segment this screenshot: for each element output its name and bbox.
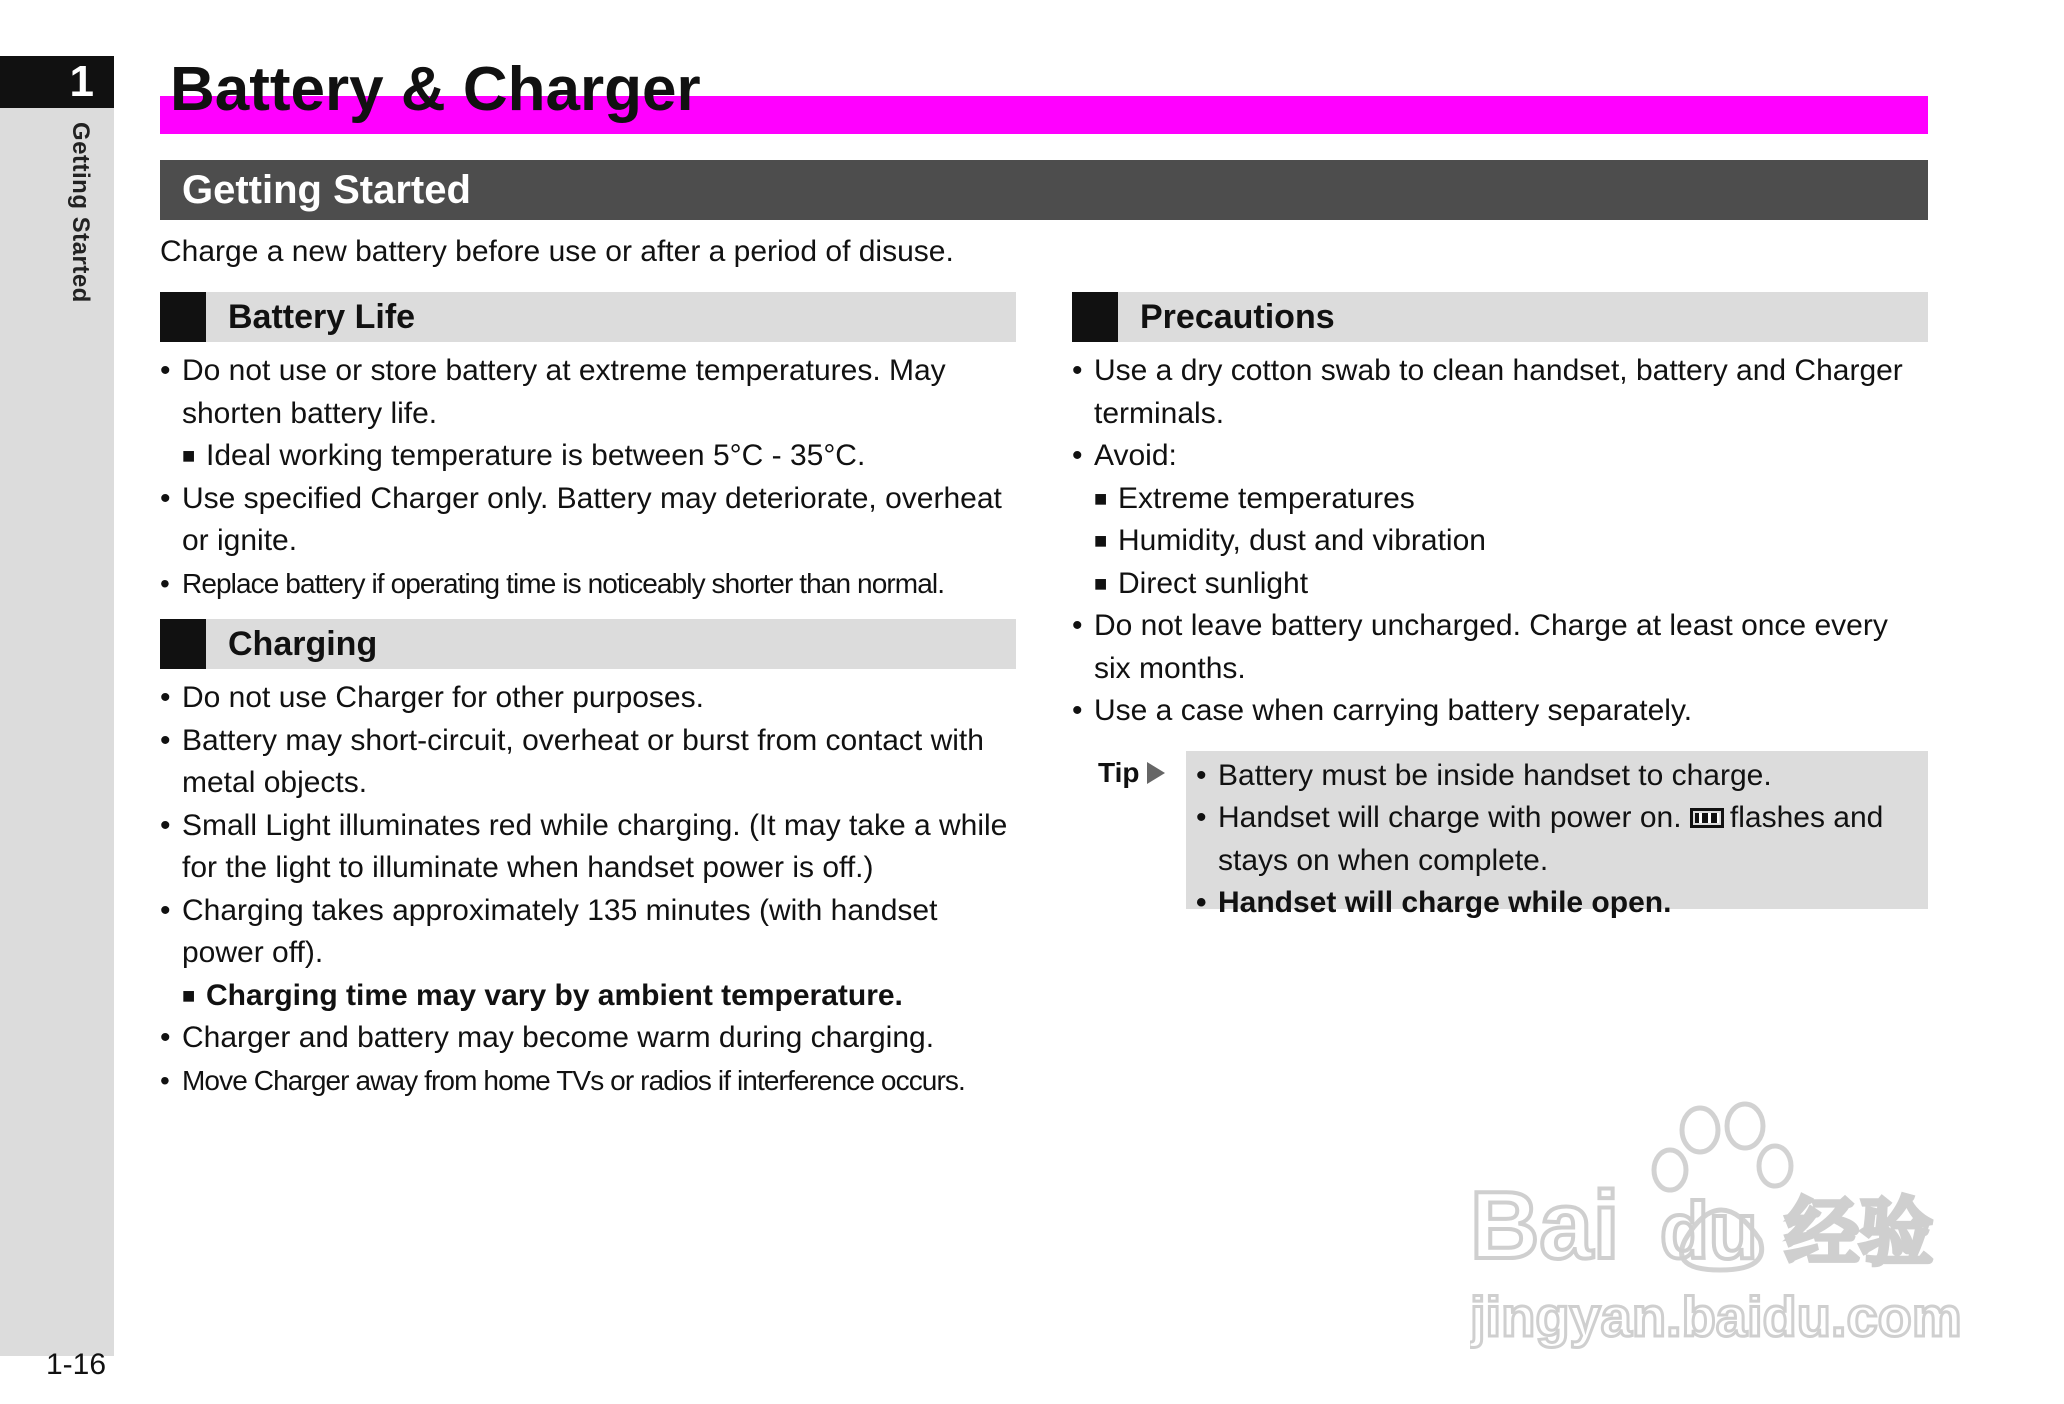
item-text: flashes and stays on when complete. bbox=[1218, 801, 1884, 877]
side-strip bbox=[0, 56, 114, 1356]
heading-label: Charging bbox=[228, 624, 378, 663]
bullet: • bbox=[160, 354, 171, 387]
list-item bbox=[160, 805, 1016, 890]
list-item bbox=[160, 677, 1016, 720]
bullet: • bbox=[160, 1064, 169, 1096]
battery-life-heading bbox=[160, 292, 1016, 342]
triangle-right-icon bbox=[1147, 762, 1165, 784]
item-text: Use a dry cotton swab to clean handset, battery and Charger terminals. bbox=[1094, 354, 1903, 430]
tip-label bbox=[1098, 757, 1165, 789]
square-bullet: ■ bbox=[182, 443, 196, 468]
bullet: • bbox=[160, 893, 171, 927]
item-text: Replace battery if operating time is noticeably shorter than normal. bbox=[182, 567, 945, 599]
tip-content bbox=[1186, 751, 1928, 919]
item-text: Handset will charge with power on. bbox=[1218, 801, 1682, 834]
item-text: Charger and battery may become warm during charging. bbox=[182, 1021, 935, 1054]
square-bullet: ■ bbox=[1094, 485, 1108, 511]
list-item bbox=[160, 563, 1016, 606]
bullet: • bbox=[1072, 354, 1083, 387]
tip-box bbox=[1072, 751, 1928, 919]
page-title: Battery & Charger bbox=[170, 55, 701, 124]
bullet: • bbox=[1196, 758, 1207, 792]
bullet: • bbox=[1196, 886, 1207, 919]
bullet: • bbox=[1072, 694, 1083, 727]
square-bullet: ■ bbox=[1094, 570, 1108, 596]
item-text: Move Charger away from home TVs or radios if interference occurs. bbox=[182, 1064, 965, 1096]
charging-list bbox=[160, 677, 1016, 1102]
section-title: Getting Started bbox=[160, 160, 1928, 220]
item-text: Battery may short-circuit, overheat or burst from contact with metal objects. bbox=[182, 723, 984, 799]
list-item bbox=[1072, 690, 1928, 733]
list-item bbox=[160, 350, 1016, 435]
list-item bbox=[160, 1017, 1016, 1060]
item-text: Extreme temperatures bbox=[1118, 481, 1415, 515]
heading-label: Precautions bbox=[1140, 297, 1335, 336]
chapter-number-badge: 1 bbox=[0, 56, 114, 108]
list-item bbox=[1072, 605, 1928, 690]
left-column bbox=[160, 292, 1016, 1102]
bullet: • bbox=[160, 481, 171, 515]
svg-text:jingyan.baidu.com: jingyan.baidu.com bbox=[1470, 1285, 1962, 1348]
chapter-label: Getting Started bbox=[67, 122, 94, 303]
list-item bbox=[160, 890, 1016, 975]
item-text: Direct sunlight bbox=[1118, 566, 1309, 600]
right-column bbox=[1072, 292, 1928, 919]
svg-text:Bai: Bai bbox=[1470, 1172, 1620, 1279]
item-text: Avoid: bbox=[1094, 439, 1177, 472]
item-text: Do not use Charger for other purposes. bbox=[182, 681, 704, 714]
precautions-list bbox=[1072, 350, 1928, 733]
item-text: Humidity, dust and vibration bbox=[1118, 524, 1486, 557]
page-number: 1-16 bbox=[46, 1348, 107, 1381]
charging-heading bbox=[160, 619, 1016, 669]
item-text: Small Light illuminates red while charging. (It may take a while for the light to illuminate when handset power is off.) bbox=[182, 808, 1008, 884]
bullet: • bbox=[1072, 439, 1083, 472]
svg-text:经验: 经验 bbox=[1785, 1190, 1933, 1276]
heading-marker bbox=[1072, 292, 1118, 342]
list-subitem bbox=[1072, 563, 1928, 606]
battery-icon bbox=[1690, 808, 1724, 828]
intro-text: Charge a new battery before use or after a period of disuse. bbox=[160, 235, 954, 268]
item-text: Charging time may vary by ambient temperature. bbox=[206, 978, 903, 1012]
list-subitem bbox=[1072, 478, 1928, 521]
list-subitem bbox=[1072, 520, 1928, 563]
list-item bbox=[1072, 435, 1928, 478]
square-bullet: ■ bbox=[1094, 528, 1108, 553]
bullet: • bbox=[1196, 801, 1207, 834]
list-item bbox=[160, 1060, 1016, 1103]
tip-list bbox=[1196, 755, 1918, 925]
bullet: • bbox=[1072, 609, 1083, 642]
precautions-heading bbox=[1072, 292, 1928, 342]
heading-marker bbox=[160, 619, 206, 669]
list-item bbox=[1072, 350, 1928, 435]
heading-label: Battery Life bbox=[228, 297, 416, 336]
item-text: Ideal working temperature is between 5°C - 35°C. bbox=[206, 439, 866, 472]
item-text: Charging takes approximately 135 minutes (with handset power off). bbox=[182, 893, 938, 969]
bullet: • bbox=[160, 1021, 171, 1054]
battery-life-list bbox=[160, 350, 1016, 605]
item-text: Do not use or store battery at extreme temperatures. May shorten battery life. bbox=[182, 354, 946, 430]
list-subitem bbox=[160, 435, 1016, 478]
bullet: • bbox=[160, 567, 169, 599]
list-item bbox=[160, 720, 1016, 805]
item-text: Use a case when carrying battery separately. bbox=[1094, 694, 1693, 727]
svg-text:du: du bbox=[1660, 1186, 1758, 1275]
item-text: Do not leave battery uncharged. Charge at least once every six months. bbox=[1094, 609, 1888, 685]
square-bullet: ■ bbox=[182, 982, 196, 1008]
baidu-watermark-logo bbox=[1470, 1100, 1970, 1350]
list-item bbox=[160, 478, 1016, 563]
bullet: • bbox=[160, 723, 171, 757]
heading-marker bbox=[160, 292, 206, 342]
list-item bbox=[1196, 755, 1918, 798]
charging-section bbox=[160, 619, 1016, 1102]
bullet: • bbox=[160, 808, 171, 842]
tip-label-text: Tip bbox=[1098, 756, 1140, 788]
item-text: Battery must be inside handset to charge. bbox=[1218, 758, 1772, 792]
bullet: • bbox=[160, 681, 171, 714]
item-text: Handset will charge while open. bbox=[1218, 886, 1672, 919]
list-subitem bbox=[160, 975, 1016, 1018]
list-item bbox=[1196, 882, 1918, 925]
list-item bbox=[1196, 797, 1918, 882]
item-text: Use specified Charger only. Battery may deteriorate, overheat or ignite. bbox=[182, 481, 1002, 557]
